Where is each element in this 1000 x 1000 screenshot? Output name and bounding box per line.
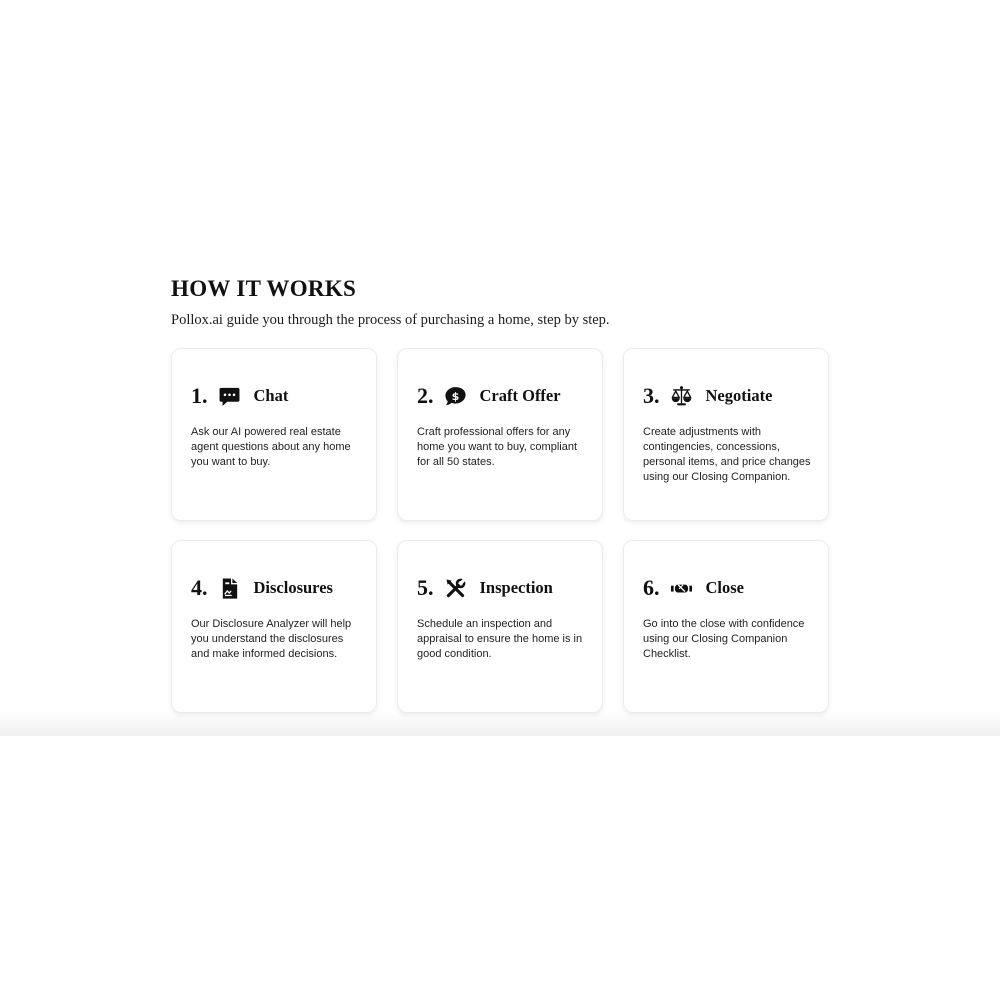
screwdriver-wrench-icon	[444, 577, 467, 600]
handshake-icon	[670, 577, 693, 600]
card-header	[417, 383, 586, 409]
step-title: Close	[705, 578, 744, 598]
step-description: Craft professional offers for any home you want to buy, compliant for all 50 states.	[417, 426, 577, 469]
step-number: 5.	[417, 575, 434, 601]
step-title: Craft Offer	[479, 386, 561, 406]
step-title: Inspection	[479, 578, 553, 598]
step-description: Ask our AI powered real estate agent questions about any home you want to buy.	[191, 426, 351, 469]
step-number: 1.	[191, 383, 208, 409]
comment-dollar-icon	[444, 385, 467, 408]
card-header	[643, 383, 812, 409]
step-card-inspection	[397, 540, 603, 713]
step-card-chat	[171, 348, 377, 521]
card-header	[417, 575, 586, 601]
card-header	[191, 383, 360, 409]
step-description: Our Disclosure Analyzer will help you understand the disclosures and make informed decisions.	[191, 618, 352, 661]
step-card-negotiate	[623, 348, 829, 521]
step-number: 6.	[643, 575, 660, 601]
step-description: Schedule an inspection and appraisal to ensure the home is in good condition.	[417, 618, 583, 661]
chat-bubble-dots-icon	[218, 385, 241, 408]
step-number: 4.	[191, 575, 208, 601]
step-card-craft-offer	[397, 348, 603, 521]
svg-text:$: $	[451, 389, 459, 403]
step-description: Create adjustments with contingencies, concessions, personal items, and price changes using our Closing Companion.	[643, 426, 811, 484]
section-content	[171, 277, 829, 713]
section-title: HOW IT WORKS	[171, 276, 357, 301]
step-title: Chat	[253, 386, 289, 406]
section-subtitle: Pollox.ai guide you through the process of purchasing a home, step by step.	[171, 312, 610, 328]
step-number: 2.	[417, 383, 434, 409]
step-number: 3.	[643, 383, 660, 409]
balance-scale-icon	[670, 385, 693, 408]
step-description: Go into the close with confidence using our Closing Companion Checklist.	[643, 618, 805, 661]
card-header	[643, 575, 812, 601]
step-title: Negotiate	[705, 386, 773, 406]
card-header	[191, 575, 360, 601]
step-card-close	[623, 540, 829, 713]
steps-grid	[171, 348, 829, 713]
step-card-disclosures	[171, 540, 377, 713]
section-bottom-shadow	[0, 710, 1000, 736]
file-signature-icon	[218, 577, 241, 600]
step-title: Disclosures	[253, 578, 333, 598]
